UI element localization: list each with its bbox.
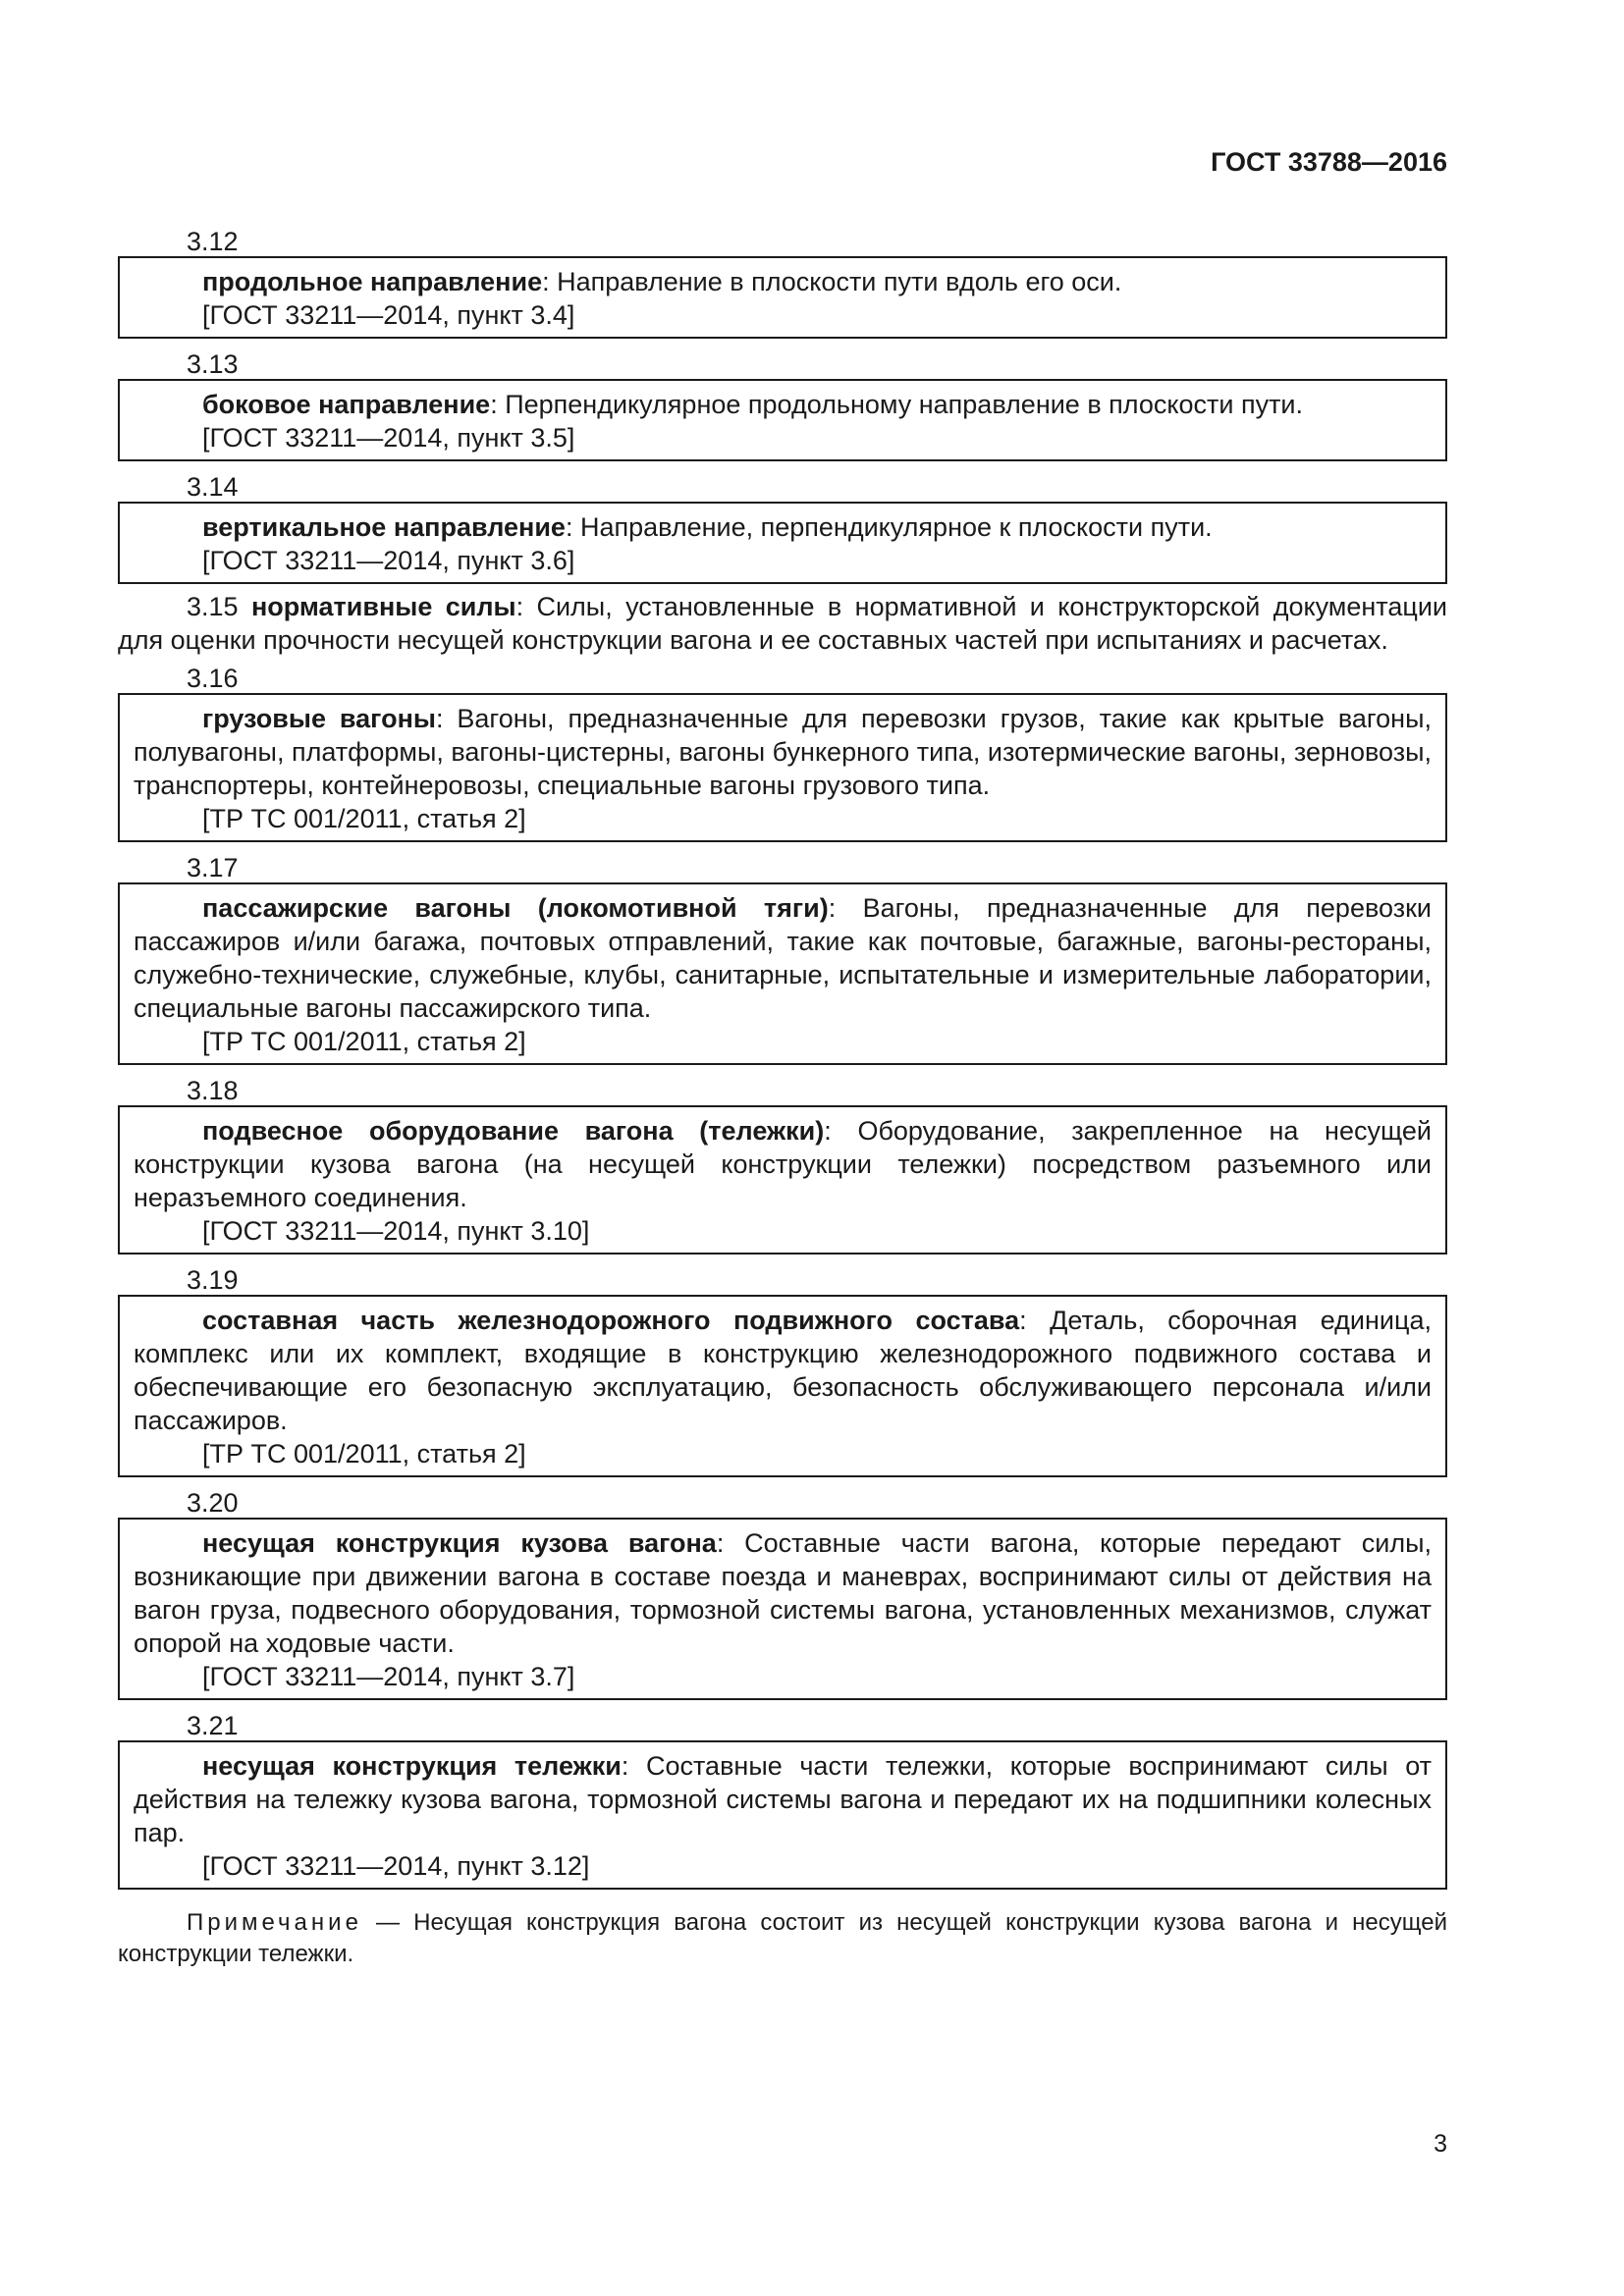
source-reference: [ГОСТ 33211—2014, пункт 3.12] <box>202 1851 590 1881</box>
term-box <box>118 1740 1447 1890</box>
page-content <box>118 222 1447 1994</box>
definition-text: : Составные части тележки, которые воспринимают силы от действия на тележку кузова вагона, тормозной системы вагона и передают их на подшипники колесных пар. <box>134 1751 1432 1847</box>
page-number: 3 <box>1434 2130 1447 2158</box>
term-box <box>118 1518 1447 1700</box>
term: составная часть железнодорожного подвижного состава <box>202 1306 1020 1335</box>
definition-text: : Вагоны, предназначенные для перевозки грузов, такие как крытые вагоны, полувагоны, платформы, вагоны-цистерны, вагоны бункерного типа, изотермические вагоны, зерновозы, транспортеры, контейнеровозы, специальные вагоны грузового типа. <box>134 704 1432 800</box>
term: продольное направление <box>202 267 543 296</box>
source-reference: [ТР ТС 001/2011, статья 2] <box>202 804 526 833</box>
entry-number: 3.17 <box>187 853 239 882</box>
term: несущая конструкция тележки <box>202 1751 622 1781</box>
definition <box>134 510 1432 544</box>
source-reference: [ГОСТ 33211—2014, пункт 3.7] <box>202 1662 575 1691</box>
definition-text: : Вагоны, предназначенные для перевозки пассажиров и/или багажа, почтовых отправлений, такие как почтовые, багажные, вагоны-рестораны, служебно-технические, служебные, клубы, санитарные, испытательные и измерительные лаборатории, специальные вагоны пассажирского типа. <box>134 893 1432 1023</box>
definition-paragraph <box>118 590 1447 657</box>
entry-number: 3.20 <box>187 1488 239 1518</box>
entry-number: 3.18 <box>187 1076 239 1105</box>
term: боковое направление <box>202 390 491 419</box>
source-reference: [ТР ТС 001/2011, статья 2] <box>202 1439 526 1468</box>
entry-number: 3.19 <box>187 1265 239 1295</box>
document-id: ГОСТ 33788—2016 <box>1211 147 1447 177</box>
entry-number: 3.13 <box>187 349 239 379</box>
definition <box>134 265 1432 298</box>
entry-number: 3.12 <box>187 227 239 256</box>
term: подвесное оборудование вагона (тележки) <box>202 1116 825 1146</box>
term: вертикальное направление <box>202 512 566 542</box>
term: нормативные силы <box>250 592 516 621</box>
definition <box>134 891 1432 1025</box>
source-reference: [ГОСТ 33211—2014, пункт 3.6] <box>202 546 575 575</box>
source-reference: [ГОСТ 33211—2014, пункт 3.4] <box>202 300 575 330</box>
note <box>118 1907 1447 1970</box>
term-box <box>118 693 1447 842</box>
term: несущая конструкция кузова вагона <box>202 1528 717 1558</box>
source-reference: [ГОСТ 33211—2014, пункт 3.10] <box>202 1216 590 1246</box>
definition-text: : Направление, перпендикулярное к плоскости пути. <box>565 512 1213 542</box>
entry-number: 3.16 <box>187 664 239 693</box>
term-box <box>118 1295 1447 1477</box>
note-label: Примечание <box>187 1909 362 1936</box>
definition-text: : Составные части вагона, которые передают силы, возникающие при движении вагона в составе поезда и маневрах, воспринимают силы от действия на вагон груза, подвесного оборудования, тормозной системы вагона, установленных механизмов, служат опорой на ходовые части. <box>134 1528 1432 1658</box>
term-box <box>118 256 1447 339</box>
definition <box>134 1749 1432 1849</box>
source-reference: [ГОСТ 33211—2014, пункт 3.5] <box>202 423 575 453</box>
definition <box>134 1304 1432 1437</box>
definition-text: : Силы, установленные в нормативной и конструкторской документации для оценки прочности несущей конструкции вагона и ее составных частей при испытаниях и расчетах. <box>118 592 1447 655</box>
term: пассажирские вагоны (локомотивной тяги) <box>202 893 829 923</box>
definition <box>134 702 1432 802</box>
definition-text: : Перпендикулярное продольному направление в плоскости пути. <box>490 390 1304 419</box>
definition-text: : Оборудование, закрепленное на несущей конструкции кузова вагона (на несущей конструкции тележки) посредством разъемного или неразъемного соединения. <box>134 1116 1432 1212</box>
note-text: — Несущая конструкция вагона состоит из несущей конструкции кузова вагона и несущей конструкции тележки. <box>118 1909 1447 1967</box>
term-box <box>118 502 1447 584</box>
definition-text: : Направление в плоскости пути вдоль его оси. <box>542 267 1122 296</box>
term-box <box>118 1105 1447 1255</box>
entry-number: 3.15 <box>187 592 239 621</box>
definition <box>134 388 1432 421</box>
term: грузовые вагоны <box>202 704 436 733</box>
entry-number: 3.21 <box>187 1711 239 1740</box>
definition <box>134 1114 1432 1214</box>
term-box <box>118 379 1447 461</box>
entry-number: 3.14 <box>187 472 239 502</box>
term-box <box>118 882 1447 1065</box>
source-reference: [ТР ТС 001/2011, статья 2] <box>202 1027 526 1056</box>
definition <box>134 1526 1432 1660</box>
definition-text: : Деталь, сборочная единица, комплекс или их комплект, входящие в конструкцию железнодорожного подвижного состава и обеспечивающие его безопасную эксплуатацию, безопасность обслуживающего персонала и/или пассажиров. <box>134 1306 1432 1435</box>
